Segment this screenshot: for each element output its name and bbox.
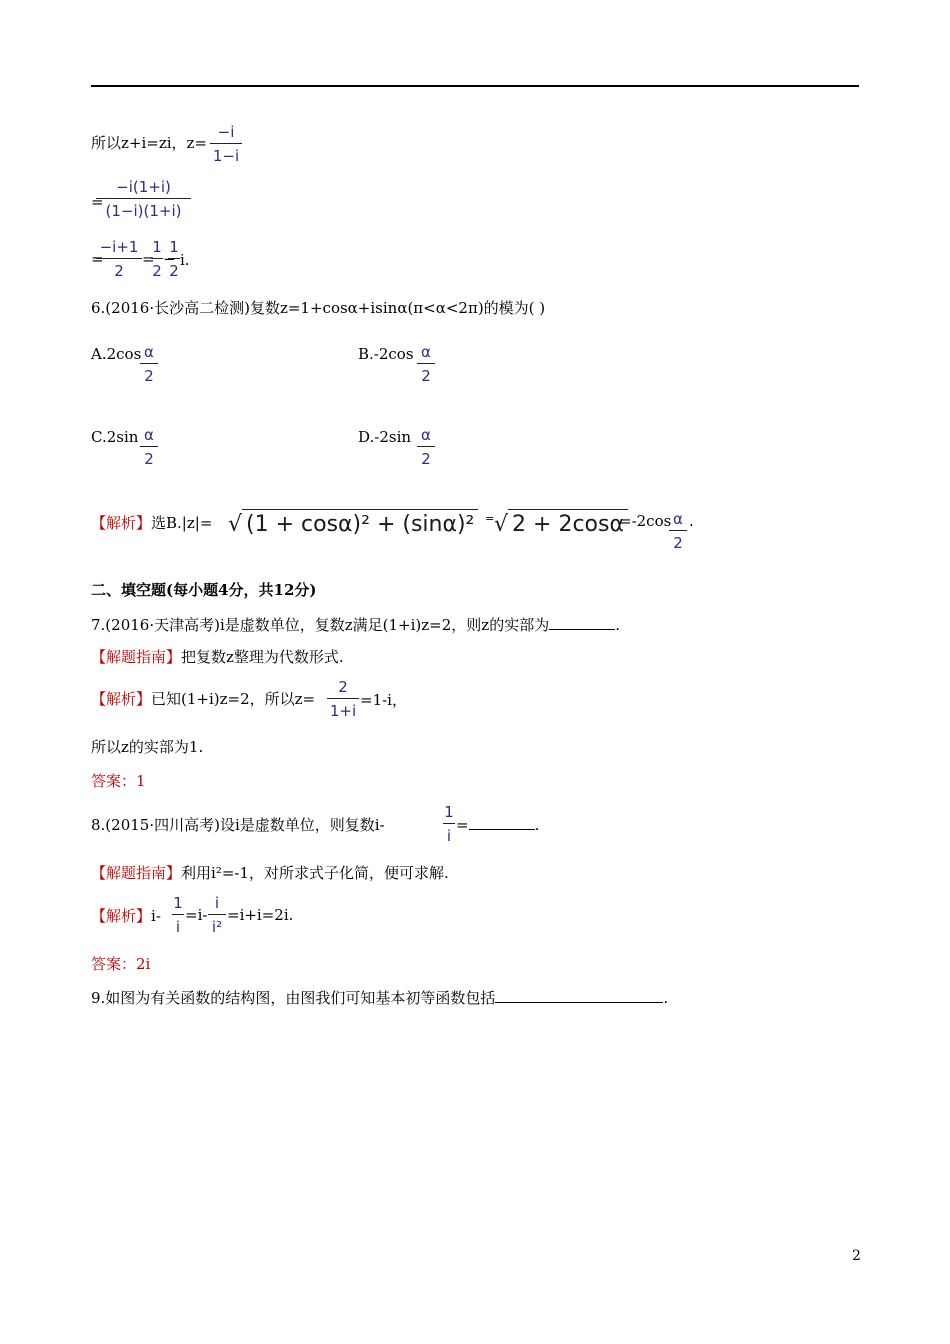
q7-analysis-fraction: $\frac{2}{1+i}$ bbox=[327, 678, 359, 720]
q6-option-d-fraction: $\frac{\alpha}{2}$ bbox=[417, 426, 435, 468]
q6-stem: 6.(2016·长沙高二检测)复数z=1+cosα+isinα(π<α<2π)的模为( ) bbox=[91, 299, 546, 317]
q6-option-d: D.-2sin bbox=[358, 428, 412, 446]
q6-option-c: C.2sin bbox=[91, 428, 139, 446]
q8-analysis: 【解析】i- bbox=[91, 907, 161, 925]
q8-analysis-fraction-2: $\frac{i}{\text{i²}}$ bbox=[208, 894, 226, 936]
q6-analysis-end: . bbox=[689, 512, 694, 530]
q6-option-b-fraction: $\frac{\alpha}{2}$ bbox=[417, 343, 435, 385]
q8-stem-fraction: $\frac{1}{i}$ bbox=[444, 803, 454, 845]
q6-option-a: A.2cos bbox=[91, 345, 142, 363]
section-2-title: 二、填空题(每小题4分，共12分) bbox=[91, 581, 317, 599]
q7-analysis: 【解析】已知(1+i)z=2，所以z= bbox=[91, 690, 316, 708]
q7-stem: 7.(2016·天津高考)i是虚数单位，复数z满足(1+i)z=2，则z的实部为 . bbox=[91, 616, 620, 634]
q8-analysis-fraction-1: $\frac{1}{i}$ bbox=[173, 894, 183, 936]
q5-line3-minus: − bbox=[163, 250, 176, 268]
q5-fraction-2: $\frac{-i(1+i)}{(1-i)(1+i)}$ bbox=[96, 178, 191, 220]
q6-option-c-fraction: $\frac{\alpha}{2}$ bbox=[140, 426, 158, 468]
q6-analysis: 【解析】选B.|z|= bbox=[91, 514, 213, 532]
q5-fraction-4: $\frac{1}{2}$ bbox=[152, 238, 162, 280]
q8-analysis-after: =i+i=2i. bbox=[227, 906, 294, 924]
q6-eq-2: =-2cos bbox=[619, 512, 672, 530]
q6-option-b: B.-2cos bbox=[358, 345, 414, 363]
q7-analysis-after: =1-i， bbox=[360, 691, 407, 709]
q9-stem: 9.如图为有关函数的结构图，由图我们可知基本初等函数包括 . bbox=[91, 989, 669, 1007]
q7-answer: 答案：1 bbox=[91, 772, 146, 790]
q5-fraction-1: $\frac{-i}{1-i}$ bbox=[210, 123, 242, 165]
header-rule bbox=[91, 85, 859, 87]
page-number: 2 bbox=[852, 1248, 861, 1264]
q8-answer: 答案：2i bbox=[91, 955, 151, 973]
q6-sqrt-1: √ (1 + cosα)² + (sinα)² bbox=[228, 512, 478, 537]
q6-eq-1: = bbox=[485, 512, 495, 525]
q5-line1: 所以z+i=zi，z= bbox=[91, 134, 208, 152]
q5-line2-eq: = bbox=[91, 193, 104, 211]
q7-answer-blank bbox=[549, 615, 615, 630]
q9-answer-blank bbox=[495, 988, 663, 1003]
q6-analysis-fraction: $\frac{\alpha}{2}$ bbox=[669, 510, 687, 552]
q5-line3-suffix: i. bbox=[180, 251, 190, 269]
q8-stem-after: = . bbox=[456, 816, 540, 834]
q7-guide: 【解题指南】把复数z整理为代数形式. bbox=[91, 648, 344, 666]
q8-guide: 【解题指南】利用i²=-1，对所求式子化简，便可求解. bbox=[91, 864, 449, 882]
q6-sqrt-2: √ 2 + 2cosα bbox=[494, 512, 628, 537]
q5-fraction-3: $\frac{-i+1}{2}$ bbox=[96, 238, 142, 280]
q8-stem: 8.(2015·四川高考)设i是虚数单位，则复数i- bbox=[91, 816, 385, 834]
q6-option-a-fraction: $\frac{\alpha}{2}$ bbox=[140, 343, 158, 385]
q5-line3-eq: = bbox=[91, 250, 104, 268]
q8-answer-blank bbox=[469, 815, 535, 830]
q7-analysis-line2: 所以z的实部为1. bbox=[91, 738, 204, 756]
q5-fraction-5: $\frac{1}{2}$ bbox=[169, 238, 179, 280]
q5-line3-eq2: = bbox=[142, 250, 155, 268]
q8-analysis-mid: =i- bbox=[185, 906, 208, 924]
